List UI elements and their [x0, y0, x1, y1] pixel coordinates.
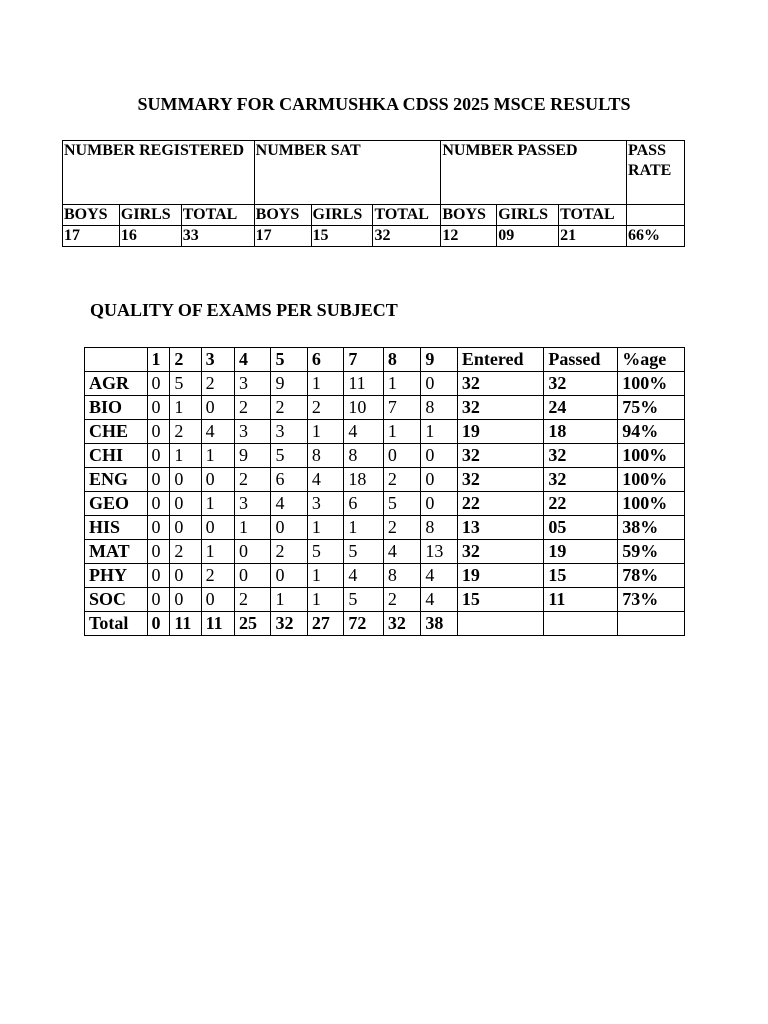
grade-count-cell: 0	[201, 588, 234, 612]
entered-cell: 19	[457, 564, 543, 588]
subheader-empty-cell	[627, 205, 685, 226]
grade-count-cell: 4	[421, 564, 457, 588]
subheader-cell: GIRLS	[497, 205, 559, 226]
group-pass-rate: PASS RATE	[627, 141, 685, 205]
grade-count-cell: 0	[170, 588, 201, 612]
passed-cell: 11	[544, 588, 618, 612]
grade-count-cell: 5	[271, 444, 307, 468]
grade-count-cell: 5	[307, 540, 343, 564]
passed-cell: 32	[544, 468, 618, 492]
total-value-cell: 11	[170, 612, 201, 636]
grade-count-cell: 4	[344, 564, 384, 588]
total-value-cell: 38	[421, 612, 457, 636]
total-value-cell: 0	[147, 612, 170, 636]
grade-count-cell: 5	[170, 372, 201, 396]
percentage-cell: 100%	[618, 468, 685, 492]
grade-count-cell: 0	[201, 516, 234, 540]
total-value-cell: 72	[344, 612, 384, 636]
table-row	[85, 492, 685, 516]
subheader-cell: BOYS	[63, 205, 120, 226]
value-cell: 33	[181, 226, 254, 247]
grade-count-cell: 0	[147, 492, 170, 516]
passed-cell: 18	[544, 420, 618, 444]
subject-cell: AGR	[85, 372, 148, 396]
passed-cell: 19	[544, 540, 618, 564]
subheader-cell: GIRLS	[311, 205, 373, 226]
grade-count-cell: 0	[421, 492, 457, 516]
grade-count-cell: 1	[201, 492, 234, 516]
subheader-cell: GIRLS	[119, 205, 181, 226]
entered-cell: 32	[457, 468, 543, 492]
grade-count-cell: 2	[307, 396, 343, 420]
grade-count-cell: 0	[421, 444, 457, 468]
percentage-cell: 94%	[618, 420, 685, 444]
table-row	[85, 516, 685, 540]
grade-count-cell: 0	[170, 516, 201, 540]
column-header: 8	[383, 348, 421, 372]
entered-cell: 32	[457, 396, 543, 420]
grade-count-cell: 0	[234, 564, 270, 588]
group-sat: NUMBER SAT	[254, 141, 441, 205]
grade-count-cell: 2	[383, 468, 421, 492]
passed-cell: 24	[544, 396, 618, 420]
grade-count-cell: 0	[170, 492, 201, 516]
subject-cell: CHI	[85, 444, 148, 468]
grade-count-cell: 18	[344, 468, 384, 492]
grade-count-cell: 1	[234, 516, 270, 540]
grade-count-cell: 0	[201, 468, 234, 492]
total-value-cell: 32	[271, 612, 307, 636]
value-cell: 21	[559, 226, 627, 247]
grade-count-cell: 0	[271, 516, 307, 540]
entered-cell: 19	[457, 420, 543, 444]
value-cell: 15	[311, 226, 373, 247]
grade-count-cell: 0	[147, 468, 170, 492]
subject-cell: ENG	[85, 468, 148, 492]
table-row	[85, 540, 685, 564]
grade-count-cell: 4	[383, 540, 421, 564]
percentage-cell: 73%	[618, 588, 685, 612]
column-header: 7	[344, 348, 384, 372]
grade-count-cell: 0	[271, 564, 307, 588]
column-header: Entered	[457, 348, 543, 372]
percentage-cell: 38%	[618, 516, 685, 540]
entered-cell: 32	[457, 540, 543, 564]
pass-rate-value: 66%	[627, 226, 685, 247]
grade-count-cell: 2	[201, 564, 234, 588]
entered-cell: 32	[457, 444, 543, 468]
subject-cell: MAT	[85, 540, 148, 564]
grade-count-cell: 0	[383, 444, 421, 468]
entered-cell: 15	[457, 588, 543, 612]
grade-count-cell: 3	[271, 420, 307, 444]
grade-count-cell: 6	[271, 468, 307, 492]
subject-cell: PHY	[85, 564, 148, 588]
grade-count-cell: 2	[170, 540, 201, 564]
section-subtitle: QUALITY OF EXAMS PER SUBJECT	[90, 300, 398, 320]
grade-count-cell: 0	[201, 396, 234, 420]
subject-cell: CHE	[85, 420, 148, 444]
subject-cell: HIS	[85, 516, 148, 540]
quality-table	[84, 347, 685, 636]
grade-count-cell: 4	[344, 420, 384, 444]
subheader-cell: BOYS	[254, 205, 311, 226]
table-row	[85, 468, 685, 492]
value-cell: 09	[497, 226, 559, 247]
table-row	[85, 444, 685, 468]
corner-cell	[85, 348, 148, 372]
subject-cell: BIO	[85, 396, 148, 420]
grade-count-cell: 2	[234, 468, 270, 492]
subheader-cell: TOTAL	[181, 205, 254, 226]
value-cell: 32	[373, 226, 441, 247]
total-passed-cell	[544, 612, 618, 636]
grade-count-cell: 7	[383, 396, 421, 420]
value-cell: 17	[254, 226, 311, 247]
summary-values-row	[63, 226, 685, 247]
column-header: 1	[147, 348, 170, 372]
grade-count-cell: 9	[271, 372, 307, 396]
group-registered: NUMBER REGISTERED	[63, 141, 255, 205]
grade-count-cell: 2	[234, 396, 270, 420]
table-row	[85, 588, 685, 612]
grade-count-cell: 3	[234, 372, 270, 396]
column-header: 6	[307, 348, 343, 372]
total-label: Total	[85, 612, 148, 636]
grade-count-cell: 6	[344, 492, 384, 516]
entered-cell: 13	[457, 516, 543, 540]
grade-count-cell: 0	[147, 444, 170, 468]
value-cell: 12	[441, 226, 497, 247]
grade-count-cell: 0	[147, 564, 170, 588]
value-cell: 17	[63, 226, 120, 247]
grade-count-cell: 1	[201, 444, 234, 468]
column-header: 2	[170, 348, 201, 372]
grade-count-cell: 3	[307, 492, 343, 516]
grade-count-cell: 2	[201, 372, 234, 396]
grade-count-cell: 3	[234, 420, 270, 444]
percentage-cell: 100%	[618, 372, 685, 396]
total-value-cell: 32	[383, 612, 421, 636]
grade-count-cell: 2	[383, 516, 421, 540]
grade-count-cell: 1	[170, 444, 201, 468]
grade-count-cell: 2	[271, 540, 307, 564]
summary-table	[62, 140, 685, 247]
table-row	[85, 396, 685, 420]
total-row	[85, 612, 685, 636]
grade-count-cell: 0	[147, 588, 170, 612]
summary-subheader-row	[63, 205, 685, 226]
grade-count-cell: 0	[147, 372, 170, 396]
column-header: Passed	[544, 348, 618, 372]
grade-count-cell: 1	[307, 372, 343, 396]
grade-count-cell: 4	[201, 420, 234, 444]
grade-count-cell: 1	[307, 420, 343, 444]
grade-count-cell: 1	[307, 588, 343, 612]
grade-count-cell: 8	[421, 396, 457, 420]
column-header: 9	[421, 348, 457, 372]
table-row	[85, 420, 685, 444]
grade-count-cell: 9	[234, 444, 270, 468]
column-header: 5	[271, 348, 307, 372]
grade-count-cell: 0	[147, 396, 170, 420]
subheader-cell: TOTAL	[373, 205, 441, 226]
grade-count-cell: 8	[307, 444, 343, 468]
grade-count-cell: 0	[147, 540, 170, 564]
grade-count-cell: 4	[421, 588, 457, 612]
page-title: SUMMARY FOR CARMUSHKA CDSS 2025 MSCE RESULTS	[137, 94, 631, 114]
grade-count-cell: 5	[344, 540, 384, 564]
grade-count-cell: 1	[170, 396, 201, 420]
grade-count-cell: 2	[234, 588, 270, 612]
grade-count-cell: 0	[421, 372, 457, 396]
subheader-cell: BOYS	[441, 205, 497, 226]
grade-count-cell: 1	[271, 588, 307, 612]
group-passed: NUMBER PASSED	[441, 141, 627, 205]
quality-header-row	[85, 348, 685, 372]
column-header: %age	[618, 348, 685, 372]
grade-count-cell: 0	[147, 516, 170, 540]
grade-count-cell: 1	[383, 372, 421, 396]
grade-count-cell: 0	[147, 420, 170, 444]
column-header: 3	[201, 348, 234, 372]
grade-count-cell: 4	[307, 468, 343, 492]
subject-cell: GEO	[85, 492, 148, 516]
table-row	[85, 372, 685, 396]
grade-count-cell: 0	[170, 468, 201, 492]
grade-count-cell: 0	[234, 540, 270, 564]
grade-count-cell: 11	[344, 372, 384, 396]
total-value-cell: 25	[234, 612, 270, 636]
grade-count-cell: 1	[307, 516, 343, 540]
grade-count-cell: 8	[344, 444, 384, 468]
grade-count-cell: 8	[383, 564, 421, 588]
subject-cell: SOC	[85, 588, 148, 612]
grade-count-cell: 1	[383, 420, 421, 444]
percentage-cell: 75%	[618, 396, 685, 420]
grade-count-cell: 13	[421, 540, 457, 564]
grade-count-cell: 10	[344, 396, 384, 420]
total-value-cell: 11	[201, 612, 234, 636]
passed-cell: 22	[544, 492, 618, 516]
column-header: 4	[234, 348, 270, 372]
passed-cell: 32	[544, 372, 618, 396]
percentage-cell: 100%	[618, 444, 685, 468]
entered-cell: 32	[457, 372, 543, 396]
grade-count-cell: 4	[271, 492, 307, 516]
grade-count-cell: 0	[170, 564, 201, 588]
passed-cell: 05	[544, 516, 618, 540]
total-entered-cell	[457, 612, 543, 636]
subheader-cell: TOTAL	[559, 205, 627, 226]
percentage-cell: 78%	[618, 564, 685, 588]
grade-count-cell: 5	[344, 588, 384, 612]
table-row	[85, 564, 685, 588]
percentage-cell: 100%	[618, 492, 685, 516]
grade-count-cell: 1	[201, 540, 234, 564]
entered-cell: 22	[457, 492, 543, 516]
passed-cell: 15	[544, 564, 618, 588]
grade-count-cell: 8	[421, 516, 457, 540]
grade-count-cell: 2	[170, 420, 201, 444]
percentage-cell: 59%	[618, 540, 685, 564]
total-percentage-cell	[618, 612, 685, 636]
grade-count-cell: 3	[234, 492, 270, 516]
grade-count-cell: 0	[421, 468, 457, 492]
grade-count-cell: 1	[344, 516, 384, 540]
total-value-cell: 27	[307, 612, 343, 636]
grade-count-cell: 5	[383, 492, 421, 516]
summary-group-header-row	[63, 141, 685, 205]
grade-count-cell: 1	[307, 564, 343, 588]
grade-count-cell: 2	[383, 588, 421, 612]
value-cell: 16	[119, 226, 181, 247]
grade-count-cell: 2	[271, 396, 307, 420]
grade-count-cell: 1	[421, 420, 457, 444]
passed-cell: 32	[544, 444, 618, 468]
